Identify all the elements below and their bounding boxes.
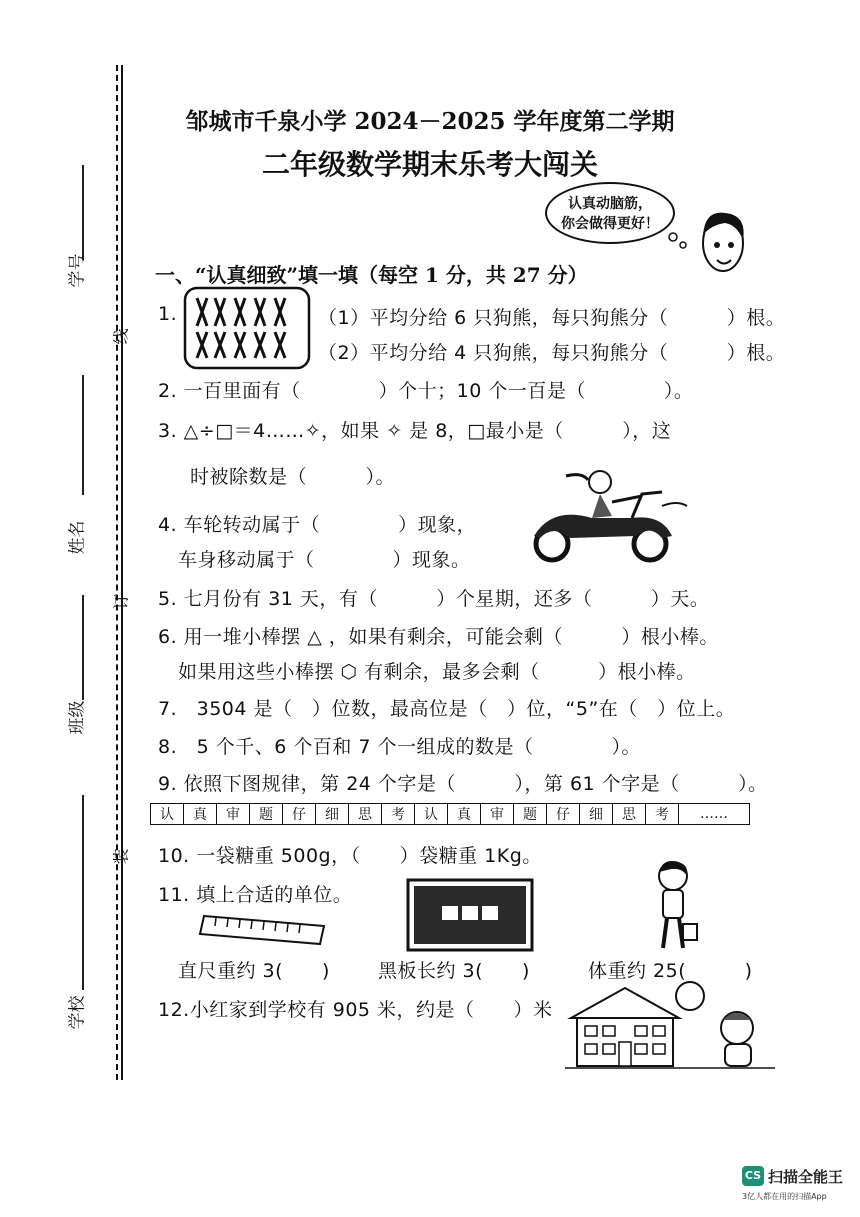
school-label: 学校	[67, 995, 88, 1030]
binding-line-solid	[121, 65, 123, 1080]
scanner-logo-icon	[742, 1166, 764, 1186]
seq-cell: 思	[613, 804, 646, 825]
character-sequence-table	[150, 803, 750, 825]
seq-cell: 审	[217, 804, 250, 825]
exam-title-line2: 二年级数学期末乐考大闯关	[261, 148, 598, 181]
class-line	[82, 595, 84, 700]
blackboard-illustration	[406, 878, 534, 952]
seq-cell: 认	[151, 804, 184, 825]
q6-text-line1: 6. 用一堆小棒摆 △ ，如果有剩余，可能会剩（ ）根小棒。	[158, 626, 719, 648]
seq-cell: 审	[481, 804, 514, 825]
q1-number: 1.	[158, 303, 178, 325]
q8-text: 8. 5 个千、6 个百和 7 个一组成的数是（ ）。	[158, 736, 642, 758]
q9-text: 9. 依照下图规律，第 24 个字是（ ），第 61 个字是（ ）。	[158, 773, 768, 795]
seq-cell: 认	[415, 804, 448, 825]
seq-cell: 仔	[547, 804, 580, 825]
thinking-boy-illustration	[665, 205, 750, 285]
section-1-heading: 一、“认真细致”填一填（每空 1 分，共 27 分）	[155, 263, 588, 287]
school-line	[82, 795, 84, 990]
seq-cell: 题	[250, 804, 283, 825]
seq-cell: 思	[349, 804, 382, 825]
scanner-badge-text: CS	[744, 1169, 762, 1182]
boy-standing-illustration	[645, 858, 705, 953]
q11-blackboard-answer: 黑板长约 3( )	[378, 960, 530, 982]
bubble-line1: 认真动脑筋，	[568, 196, 652, 212]
bamboo-sticks-illustration	[183, 286, 311, 370]
q6-text-line2: 如果用这些小棒摆 ⬡ 有剩余，最多会剩（ ）根小棒。	[178, 661, 696, 683]
name-label: 姓名	[67, 520, 88, 555]
class-label: 班级	[67, 700, 88, 735]
q4-text-line1: 4. 车轮转动属于（ ）现象，	[158, 514, 477, 536]
cut-mark-line: 线	[111, 328, 131, 345]
seq-cell: 真	[184, 804, 217, 825]
seq-cell: 题	[514, 804, 547, 825]
ruler-illustration	[198, 912, 328, 948]
bubble-line2: 你会做得更好！	[561, 216, 659, 232]
q2-text: 2. 一百里面有（ ）个十；10 个一百是（ ）。	[158, 380, 694, 402]
q11-text: 11. 填上合适的单位。	[158, 884, 353, 906]
q7-text: 7. 3504 是（ ）位数，最高位是（ ）位，“5”在（ ）位上。	[158, 698, 736, 720]
q10-text: 10. 一袋糖重 500g，（ ）袋糖重 1Kg。	[158, 845, 542, 867]
q4-text-line2: 车身移动属于（ ）现象。	[178, 549, 471, 571]
seq-cell: 仔	[283, 804, 316, 825]
q3-text-line2: 时被除数是（ ）。	[190, 466, 396, 488]
name-line	[82, 375, 84, 495]
student-id-label: 学号	[67, 253, 88, 288]
q1-part2: （2）平均分给 4 只狗熊，每只狗熊分（ ）根。	[318, 342, 786, 364]
seq-cell: 考	[646, 804, 679, 825]
seq-cell-ellipsis: ……	[679, 804, 750, 825]
q1-part1: （1）平均分给 6 只狗熊，每只狗熊分（ ）根。	[318, 307, 786, 329]
q12-text: 12.小红家到学校有 905 米，约是（ ）米	[158, 999, 553, 1021]
seq-cell: 考	[382, 804, 415, 825]
q11-ruler-answer: 直尺重约 3( )	[178, 960, 330, 982]
seq-cell: 真	[448, 804, 481, 825]
cut-mark-staple: 装	[111, 848, 131, 865]
scooter-rider-illustration	[522, 466, 692, 566]
seq-cell: 细	[316, 804, 349, 825]
seq-cell: 细	[580, 804, 613, 825]
scanner-tagline: 3亿人都在用的扫描App	[742, 1192, 827, 1201]
scanner-brand-name: 扫描全能王	[768, 1168, 844, 1186]
exam-title-line1: 邹城市千泉小学 2024－2025 学年度第二学期	[185, 108, 675, 135]
binding-line-dashed	[116, 65, 118, 1080]
q5-text: 5. 七月份有 31 天，有（ ）个星期，还多（ ）天。	[158, 588, 710, 610]
q3-text-line1: 3. △÷□＝4……✧，如果 ✧ 是 8，□最小是（ ），这	[158, 420, 672, 442]
encouragement-bubble	[545, 182, 675, 244]
q11-weight-answer: 体重约 25( )	[588, 960, 753, 982]
cut-mark-bind: 订	[111, 593, 131, 610]
school-building-illustration	[565, 978, 775, 1078]
